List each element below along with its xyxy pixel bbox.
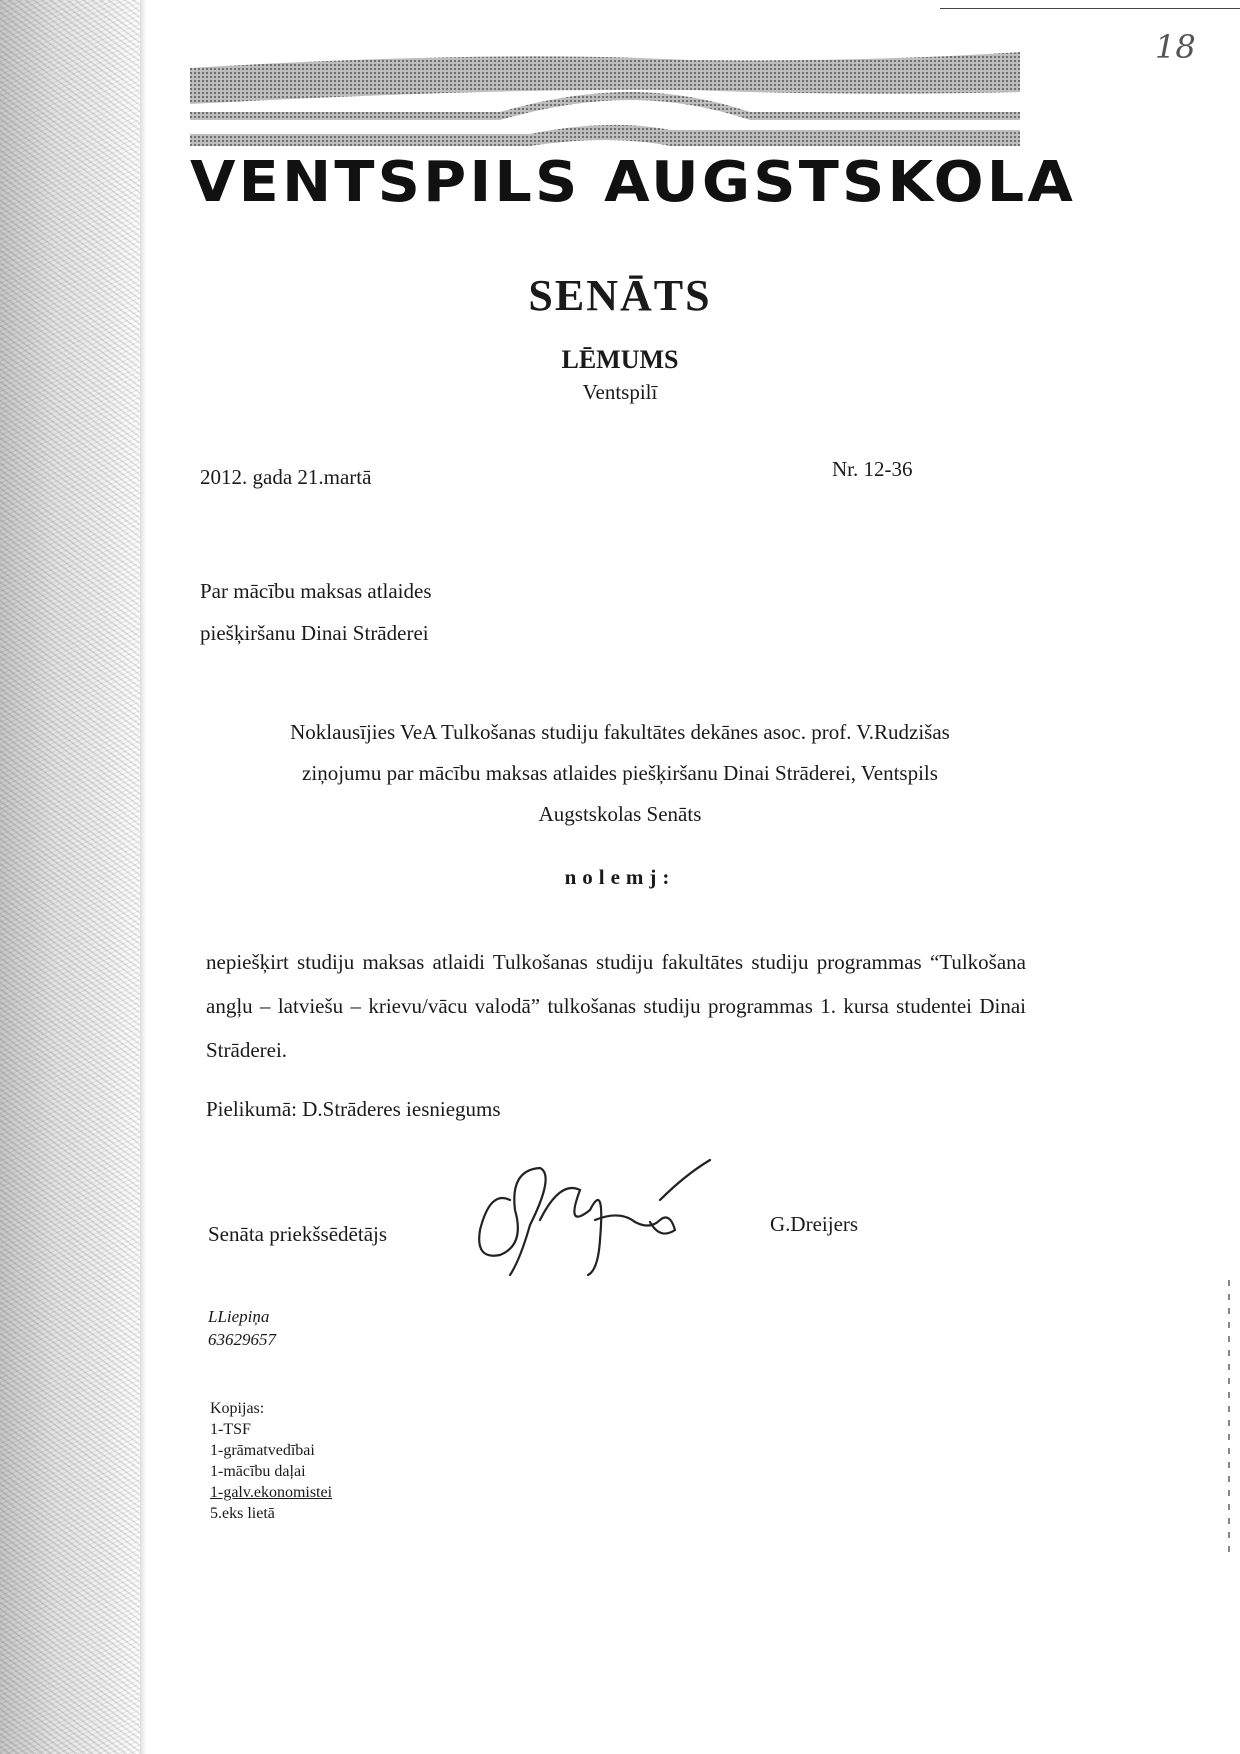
signatory-name: G.Dreijers bbox=[770, 1212, 859, 1236]
author-name: LLiepiņa bbox=[208, 1307, 270, 1326]
issuing-body-title: SENĀTS bbox=[528, 271, 712, 320]
scan-top-line bbox=[940, 8, 1240, 9]
document-number: Nr. 12-36 bbox=[832, 457, 913, 481]
resolution-keyword: nolemj: bbox=[564, 865, 676, 889]
copies-item: 5.eks lietā bbox=[210, 1505, 275, 1522]
logo-graphic bbox=[190, 52, 1020, 162]
preamble bbox=[230, 712, 1010, 835]
scan-right-marks bbox=[1228, 1280, 1230, 1560]
copies-title: Kopijas: bbox=[210, 1400, 265, 1417]
copies-item: 1-TSF bbox=[210, 1421, 251, 1438]
handwritten-signature bbox=[470, 1150, 720, 1280]
institution-logo-text: VENTSPILS AUGSTSKOLA bbox=[190, 150, 1077, 215]
preamble-line: Augstskolas Senāts bbox=[538, 802, 702, 826]
copies-item: 1-galv.ekonomistei bbox=[210, 1484, 333, 1501]
document-author bbox=[208, 1305, 276, 1351]
subject-line: piešķiršanu Dinai Strāderei bbox=[200, 621, 429, 645]
document-type: LĒMUMS bbox=[561, 345, 679, 374]
author-phone: 63629657 bbox=[208, 1330, 276, 1349]
attachment-note: Pielikumā: D.Strāderes iesniegums bbox=[206, 1097, 501, 1121]
document-date: 2012. gada 21.martā bbox=[200, 465, 372, 489]
subject-line: Par mācību maksas atlaides bbox=[200, 579, 432, 603]
copies-list bbox=[210, 1398, 332, 1524]
issue-place: Ventspilī bbox=[582, 380, 658, 404]
copies-item: 1-mācību daļai bbox=[210, 1463, 306, 1480]
document-subject bbox=[200, 570, 432, 654]
preamble-line: ziņojumu par mācību maksas atlaides piešķiršanu Dinai Strāderei, Ventspils bbox=[302, 761, 938, 785]
signatory-title: Senāta priekšsēdētājs bbox=[208, 1222, 388, 1246]
decision-text: nepiešķirt studiju maksas atlaidi Tulkošanas studiju fakultātes studiju programmas “Tulkošana angļu – latviešu – krievu/vācu valodā” tulkošanas studiju programmas 1. kursa studentei Dinai Strāderei. bbox=[206, 950, 1026, 1062]
preamble-line: Noklausījies VeA Tulkošanas studiju fakultātes dekānes asoc. prof. V.Rudzišas bbox=[290, 720, 950, 744]
copies-item: 1-grāmatvedībai bbox=[210, 1442, 315, 1459]
page-number: 18 bbox=[1155, 28, 1196, 66]
